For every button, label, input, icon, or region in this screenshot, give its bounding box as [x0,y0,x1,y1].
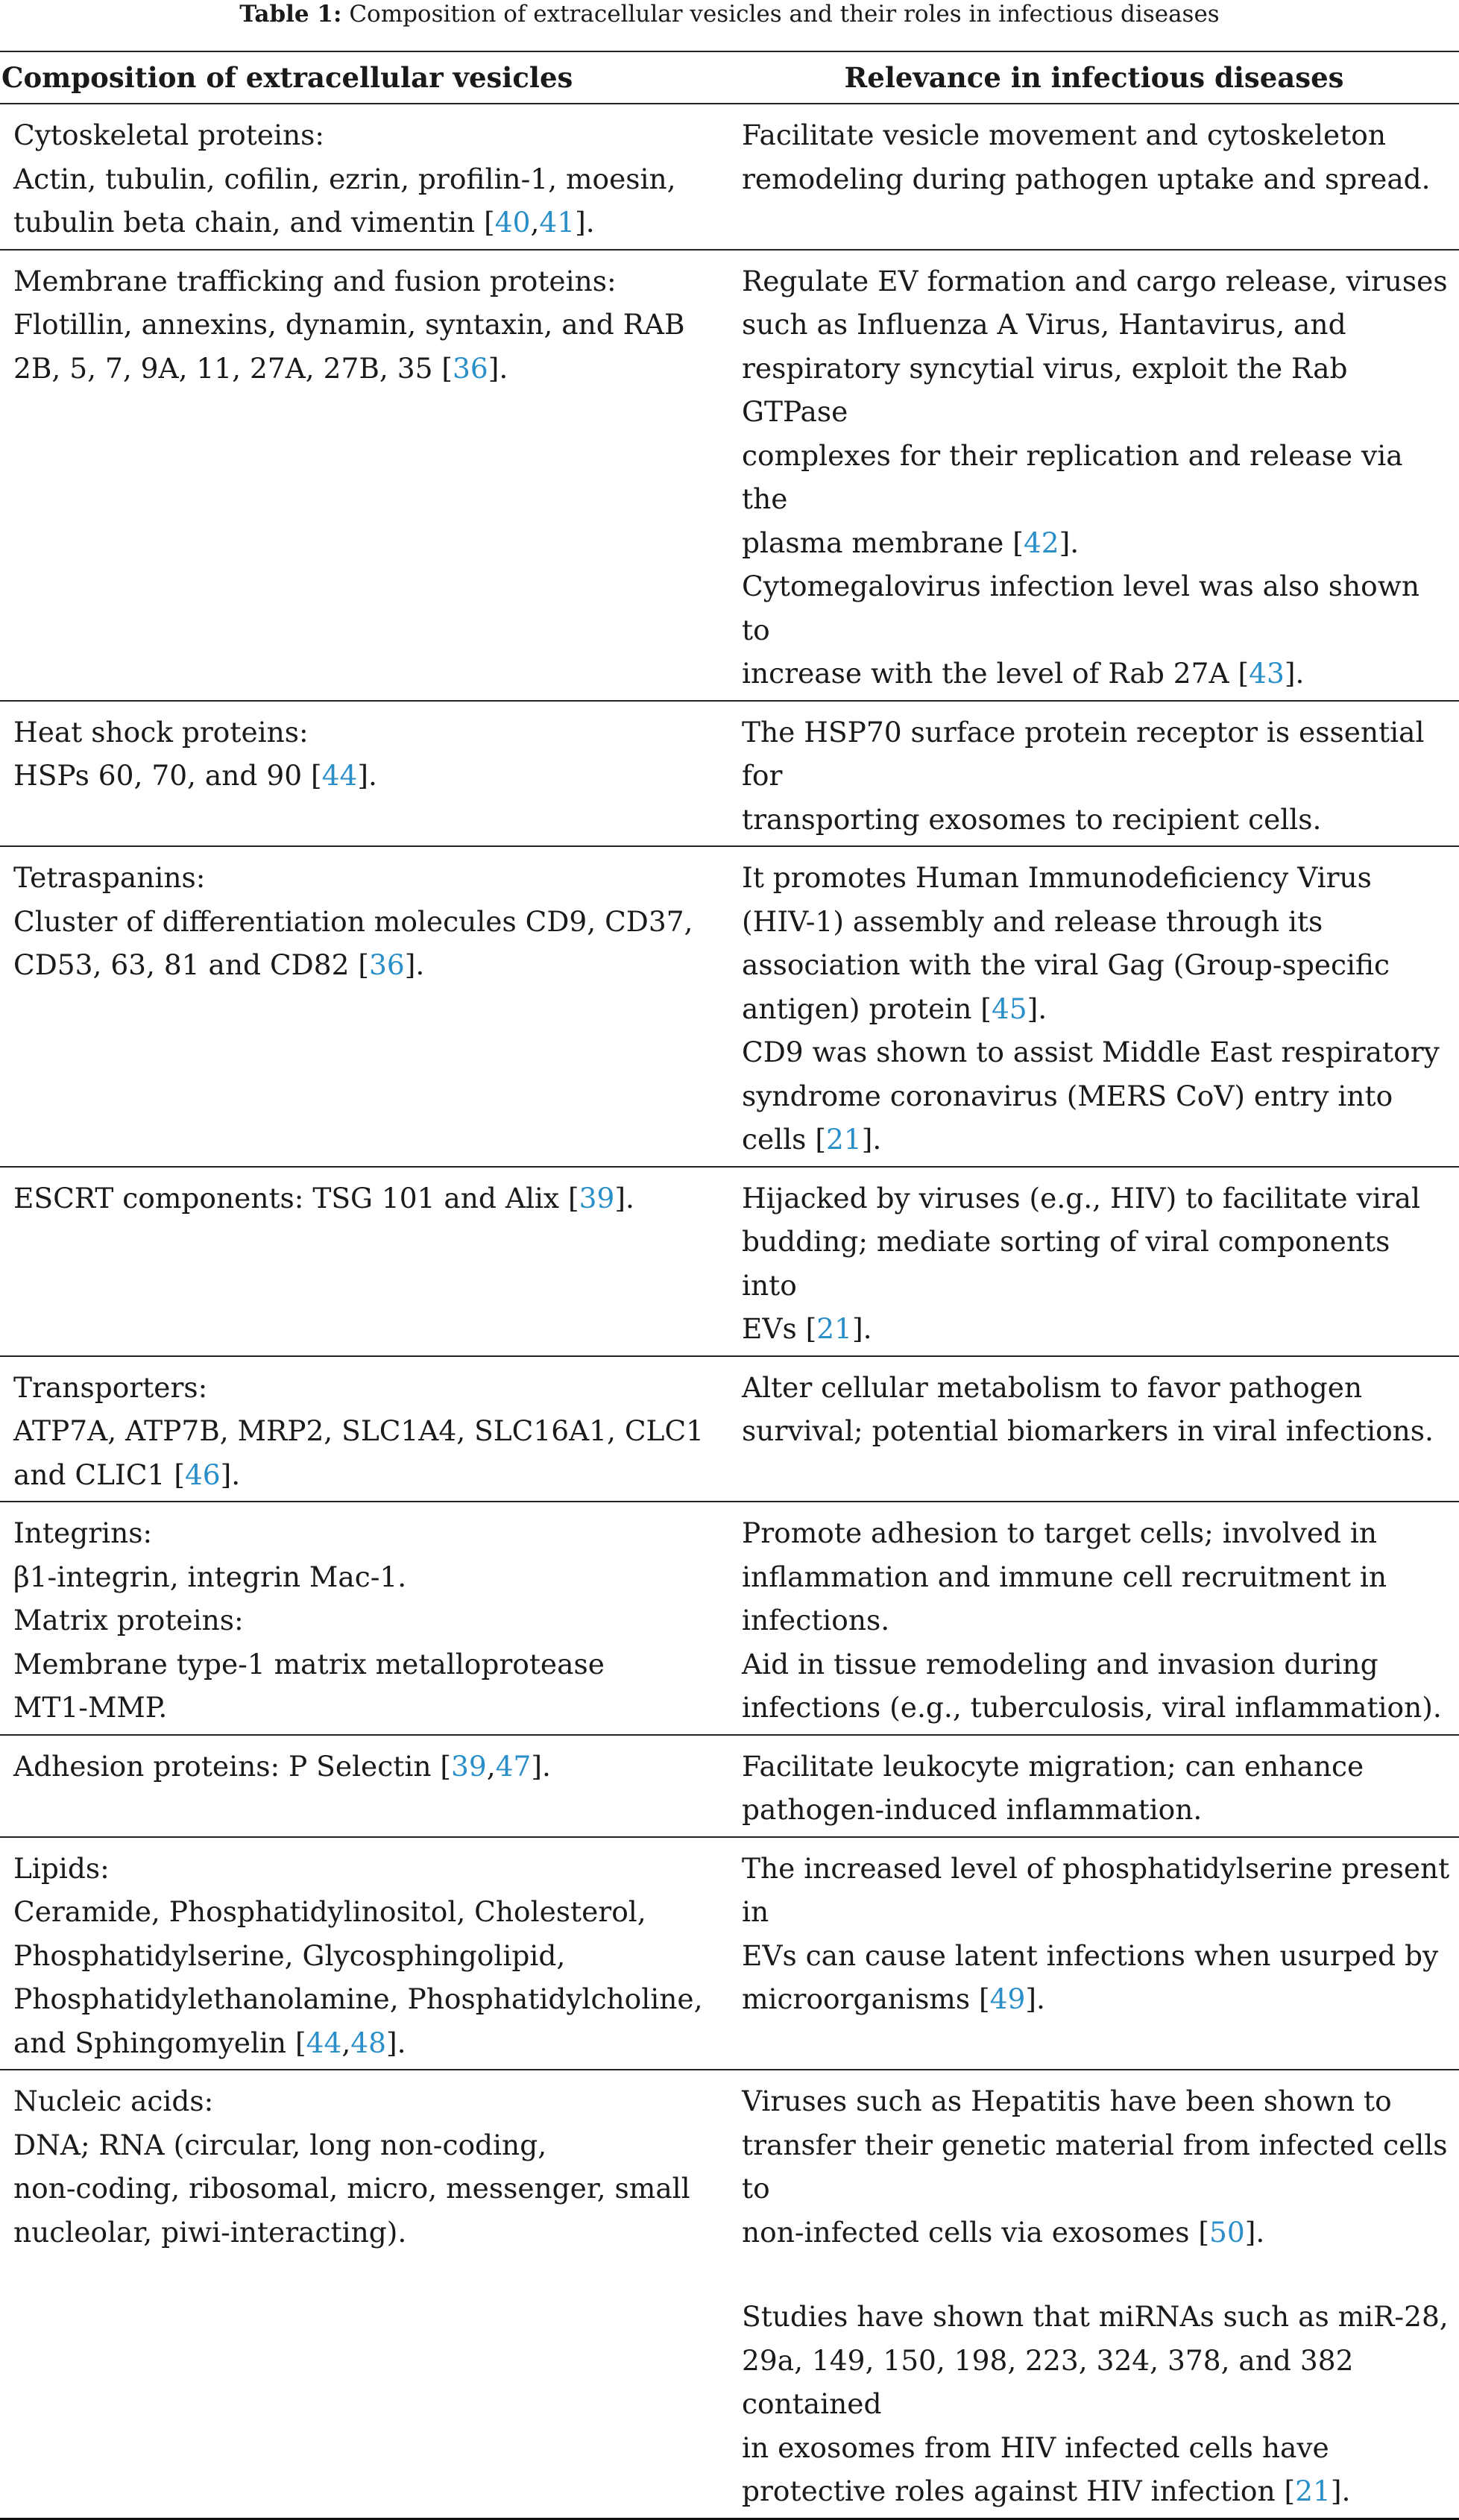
composition-line [13,1176,719,1220]
table-row [0,1735,1459,1837]
relevance-line [742,943,1450,987]
relevance-line [742,113,1450,157]
cell-text: infections. [742,1604,890,1637]
relevance-line [742,521,1450,565]
composition-line [13,1598,719,1642]
relevance-line [742,987,1450,1031]
table-row [0,1502,1459,1735]
relevance-line [742,2339,1450,2426]
composition-line [13,754,719,798]
citation-link[interactable]: 39 [451,1749,487,1783]
composition-cell [0,1735,729,1837]
composition-cell [0,250,729,701]
cell-text: increase with the level of Rab 27A [ [742,657,1250,690]
cell-text: , [530,206,540,239]
cell-text: tubulin beta chain, and vimentin [ [13,206,495,239]
composition-line [13,711,719,755]
relevance-cell [729,104,1459,250]
table-row [0,1356,1459,1502]
composition-line [13,1934,719,1978]
relevance-line [742,2295,1450,2339]
cell-text: Phosphatidylserine, Glycosphingolipid, [13,1938,566,1972]
cell-text: (HIV-1) assembly and release through its [742,904,1323,938]
cell-text: Adhesion proteins: P Selectin [ [13,1749,452,1783]
cell-text: Aid in tissue remodeling and invasion during [742,1647,1378,1680]
cell-text: CD9 was shown to assist Middle East respiratory [742,1036,1440,1068]
composition-line [13,2211,719,2255]
caption-text: Composition of extracellular vesicles and their roles in infectious diseases [349,1,1220,28]
cell-text: plasma membrane [ [742,526,1024,559]
relevance-line [742,900,1450,944]
relevance-line [742,434,1450,521]
cell-text: CD53, 63, 81 and CD82 [ [13,948,369,981]
cell-text: Nucleic acids: [13,2085,214,2117]
cell-text: Cytoskeletal proteins: [13,119,325,151]
citation-link[interactable]: 21 [816,1312,852,1345]
relevance-paragraph [742,856,1450,1162]
citation-link[interactable]: 49 [989,1982,1026,2015]
cell-text: budding; mediate sorting of viral components into [742,1225,1390,1302]
relevance-line [742,1511,1450,1555]
cell-text: Hijacked by viruses (e.g., HIV) to facilitate viral [742,1181,1420,1215]
composition-line [13,2079,719,2123]
cell-text: Cytomegalovirus infection level was also shown to [742,570,1419,646]
cell-text: 2B, 5, 7, 9A, 11, 27A, 27B, 35 [ [13,351,453,385]
cell-text: Studies have shown that miRNAs such as miR-28, [742,2300,1449,2333]
relevance-cell [729,701,1459,847]
composition-line [13,347,719,391]
relevance-line [742,1030,1450,1074]
cell-text: ]. [531,1749,551,1783]
relevance-line [742,798,1450,842]
cell-text: Promote adhesion to target cells; involved in [742,1516,1378,1549]
citation-link[interactable]: 40 [494,206,531,239]
relevance-line [742,1847,1450,1934]
cell-text: remodeling during pathogen uptake and spread. [742,162,1431,195]
cell-text: The increased level of phosphatidylserine present in [742,1851,1450,1928]
cell-text: Integrins: [13,1516,153,1549]
composition-line [13,1366,719,1410]
cell-text: Facilitate leukocyte migration; can enhance [742,1749,1364,1783]
citation-link[interactable]: 36 [368,948,405,981]
cell-text: ]. [851,1312,872,1345]
cell-text: Regulate EV formation and cargo release, viruses [742,264,1448,297]
relevance-line [742,1366,1450,1410]
cell-text: , [341,2026,351,2059]
cell-text: non-infected cells via exosomes [ [742,2215,1210,2249]
composition-cell [0,104,729,250]
composition-line [13,2021,719,2065]
cell-text: Transporters: [13,1370,208,1404]
cell-text: ]. [575,206,595,239]
relevance-cell [729,1735,1459,1837]
table-row [0,250,1459,701]
composition-line [13,1409,719,1453]
citation-link[interactable]: 45 [991,992,1027,1025]
cell-text: Tetraspanins: [13,861,206,894]
cell-text: and CLIC1 [ [13,1458,185,1491]
cell-text: Heat shock proteins: [13,715,309,749]
cell-text: respiratory syncytial virus, exploit the Rab GTPase [742,351,1348,428]
cell-text: nucleolar, piwi-interacting). [13,2215,407,2249]
relevance-line [742,157,1450,201]
composition-line [13,1745,719,1789]
relevance-line [742,1307,1450,1351]
table-row [0,1167,1459,1356]
header-relevance: Relevance in infectious diseases [729,51,1459,104]
relevance-line [742,1934,1450,1978]
composition-line [13,1642,719,1686]
composition-line [13,1511,719,1555]
cell-text: syndrome coronavirus (MERS CoV) entry into [742,1079,1393,1112]
cell-text: It promotes Human Immunodeficiency Virus [742,861,1372,894]
cell-text: MT1-MMP. [13,1691,168,1724]
cell-text: transporting exosomes to recipient cells. [742,802,1322,836]
table-header-row [0,51,1459,104]
relevance-paragraph [742,1511,1450,1730]
cell-text: β1-integrin, integrin Mac-1. [13,1560,407,1593]
relevance-cell [729,1356,1459,1502]
relevance-paragraph [742,113,1450,201]
citation-link[interactable]: 43 [1249,657,1285,690]
cell-text: EVs [ [742,1312,817,1345]
cell-text: in exosomes from HIV infected cells have [742,2431,1329,2464]
citation-link[interactable]: 36 [453,351,488,385]
header-composition: Composition of extracellular vesicles [0,51,729,104]
citation-link[interactable]: 46 [184,1458,221,1491]
relevance-line [742,1598,1450,1642]
cell-text: Cluster of differentiation molecules CD9, CD37, [13,904,693,938]
table-row [0,1837,1459,2070]
relevance-cell [729,2070,1459,2519]
cell-text: Phosphatidylethanolamine, Phosphatidylcholine, [13,1982,703,2015]
citation-link[interactable]: 41 [539,206,576,239]
table-row [0,846,1459,1167]
cell-text: ]. [1330,2475,1351,2507]
relevance-line [742,1409,1450,1453]
citation-link[interactable]: 50 [1209,2215,1245,2249]
cell-text: cells [ [742,1123,826,1156]
relevance-line [742,1977,1450,2021]
relevance-cell [729,1502,1459,1735]
relevance-line [742,711,1450,798]
cell-text: Lipids: [13,1851,110,1885]
composition-line [13,943,719,987]
cell-text: inflammation and immune cell recruitment in [742,1560,1387,1593]
cell-text: such as Influenza A Virus, Hantavirus, and [742,308,1346,341]
relevance-line [742,1642,1450,1686]
relevance-paragraph [742,259,1450,696]
composition-line [13,856,719,900]
cell-text: complexes for their replication and release via the [742,438,1403,515]
relevance-line [742,1686,1450,1730]
cell-text: Alter cellular metabolism to favor pathogen [742,1370,1363,1404]
cell-text: Viruses such as Hepatitis have been shown to [742,2085,1392,2117]
citation-link[interactable]: 39 [579,1181,615,1215]
cell-text: ]. [1244,2215,1265,2249]
cell-text: The HSP70 surface protein receptor is essential for [742,715,1425,792]
relevance-paragraph [742,2079,1450,2254]
composition-line [13,900,719,944]
composition-line [13,2123,719,2167]
composition-line [13,201,719,245]
relevance-line [742,2123,1450,2211]
table-row [0,701,1459,847]
cell-text: association with the viral Gag (Group-specific [742,948,1390,981]
relevance-line [742,1745,1450,1789]
composition-line [13,1453,719,1497]
relevance-cell [729,846,1459,1167]
composition-cell [0,1167,729,1356]
table-row [0,2070,1459,2519]
cell-text: ]. [614,1181,634,1215]
composition-line [13,2167,719,2211]
cell-text: Ceramide, Phosphatidylinositol, Cholesterol, [13,1895,646,1928]
relevance-line [742,1176,1450,1220]
relevance-paragraph [742,1366,1450,1453]
cell-text: ]. [1025,1982,1045,2015]
cell-text: ]. [220,1458,241,1491]
relevance-line [742,303,1450,347]
cell-text: ]. [1284,657,1305,690]
citation-link[interactable]: 44 [321,759,358,792]
citation-link[interactable]: 21 [1295,2475,1331,2507]
table-body [0,104,1459,2519]
citation-link[interactable]: 21 [825,1123,862,1156]
cell-text: ]. [404,948,425,981]
relevance-cell [729,1167,1459,1356]
cell-text: , [486,1749,496,1783]
composition-line [13,1555,719,1599]
relevance-cell [729,250,1459,701]
relevance-line [742,652,1450,696]
cell-text: ]. [1027,992,1047,1025]
relevance-paragraph [742,1745,1450,1832]
relevance-line [742,2079,1450,2123]
composition-line [13,1847,719,1891]
caption-label: Table 1: [239,1,342,28]
cell-text: ]. [1059,526,1080,559]
relevance-paragraph [742,711,1450,842]
composition-cell [0,1837,729,2070]
relevance-paragraph [742,1847,1450,2021]
composition-line [13,157,719,201]
cell-text: Flotillin, annexins, dynamin, syntaxin, and RAB [13,308,685,341]
cell-text: 29a, 149, 150, 198, 223, 324, 378, and 382 contained [742,2343,1354,2420]
table-row [0,104,1459,250]
relevance-line [742,2469,1450,2513]
composition-cell [0,1356,729,1502]
relevance-line [742,1074,1450,1118]
cell-text: EVs can cause latent infections when usurped by [742,1938,1439,1972]
cell-text: and Sphingomyelin [ [13,2026,306,2059]
relevance-line [742,2211,1450,2255]
composition-cell [0,1502,729,1735]
relevance-line [742,347,1450,434]
citation-link[interactable]: 47 [495,1749,532,1783]
relevance-line [742,1118,1450,1162]
cell-text: Membrane trafficking and fusion proteins: [13,264,617,297]
relevance-paragraph [742,2295,1450,2513]
cell-text: ]. [861,1123,882,1156]
cell-text: DNA; RNA (circular, long non-coding, [13,2128,547,2161]
composition-table [0,51,1459,2520]
cell-text: antigen) protein [ [742,992,992,1025]
relevance-line [742,1788,1450,1832]
composition-line [13,303,719,347]
cell-text: ]. [357,759,377,792]
composition-line [13,1890,719,1934]
cell-text: microorganisms [ [742,1982,990,2015]
composition-cell [0,2070,729,2519]
cell-text: transfer their genetic material from infected cells to [742,2128,1448,2205]
relevance-line [742,259,1450,303]
relevance-cell [729,1837,1459,2070]
cell-text: ESCRT components: TSG 101 and Alix [ [13,1181,579,1215]
table-caption [0,0,1459,28]
relevance-line [742,1555,1450,1599]
composition-cell [0,701,729,847]
cell-text: non-coding, ribosomal, micro, messenger, small [13,2172,690,2205]
cell-text: protective roles against HIV infection [ [742,2475,1296,2507]
citation-link[interactable]: 48 [350,2026,386,2059]
citation-link[interactable]: 44 [306,2026,342,2059]
relevance-paragraph [742,1176,1450,1351]
composition-line [13,1686,719,1730]
cell-text: pathogen-induced inflammation. [742,1793,1203,1826]
cell-text: ]. [386,2026,406,2059]
cell-text: Matrix proteins: [13,1604,244,1637]
composition-line [13,113,719,157]
cell-text: survival; potential biomarkers in viral infections. [742,1414,1434,1447]
relevance-line [742,564,1450,652]
cell-text: ATP7A, ATP7B, MRP2, SLC1A4, SLC16A1, CLC1 [13,1414,705,1447]
cell-text: Membrane type-1 matrix metalloprotease [13,1647,605,1680]
composition-cell [0,846,729,1167]
composition-line [13,259,719,303]
citation-link[interactable]: 42 [1023,526,1059,559]
cell-text: infections (e.g., tuberculosis, viral inflammation). [742,1691,1442,1724]
cell-text: Facilitate vesicle movement and cytoskeleton [742,119,1386,151]
composition-line [13,1977,719,2021]
cell-text: HSPs 60, 70, and 90 [ [13,759,322,792]
cell-text: ]. [488,351,508,385]
cell-text: Actin, tubulin, cofilin, ezrin, profilin-1, moesin, [13,162,676,195]
relevance-line [742,2426,1450,2470]
relevance-line [742,856,1450,900]
relevance-line [742,1220,1450,1307]
